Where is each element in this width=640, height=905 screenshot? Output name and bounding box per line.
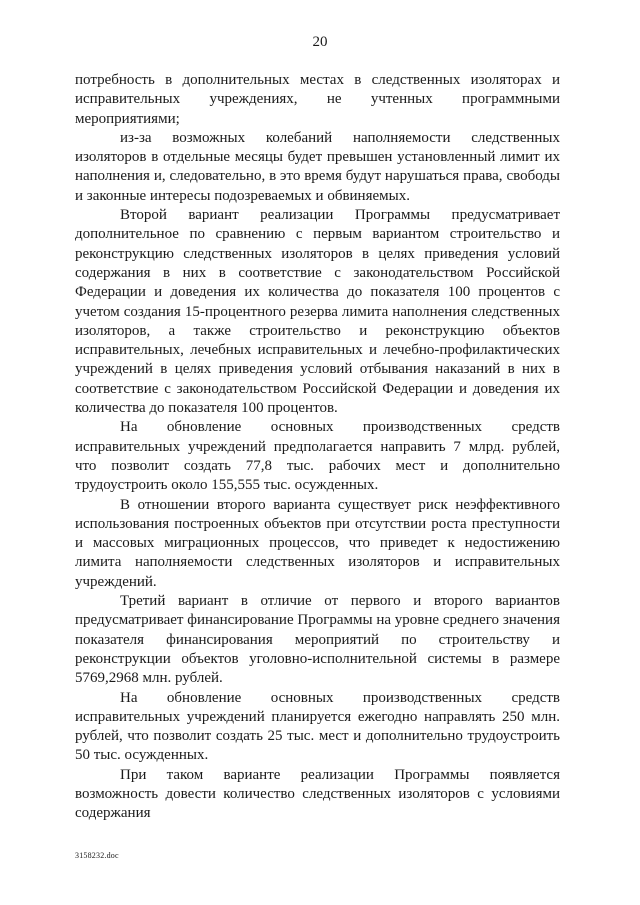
- paragraph-6: Третий вариант в отличие от первого и второго вариантов предусматривает финансирование Программы на уровне среднего значения показателя финансирования мероприятий по строительству и реконструкции объектов уголовно-исполнительной системы в размере 5769,2968 млн. рублей.: [75, 593, 560, 687]
- paragraph-2: из-за возможных колебаний наполняемости следственных изоляторов в отдельные месяцы будет превышен установленный лимит их наполнения и, следовательно, в это время будут нарушаться права, свободы и законные интересы подозреваемых и обвиняемых.: [75, 129, 560, 204]
- paragraph-4: На обновление основных производственных средств исправительных учреждений предполагается направить 7 млрд. рублей, что позволит создать 77,8 тыс. рабочих мест и дополнительно трудоустроить около 155,555 тыс. осужденных.: [75, 419, 560, 494]
- paragraph-8: При таком варианте реализации Программы появляется возможность довести количество следственных изоляторов с условиями содержания: [75, 766, 560, 822]
- paragraph-5: В отношении второго варианта существует риск неэффективного использования построенных объектов при отсутствии роста преступности и массовых миграционных процессов, что приведет к недостижению лимита наполняемости следственных изоляторов и исправительных учреждений.: [75, 496, 560, 590]
- paragraph-7: На обновление основных производственных средств исправительных учреждений планируется ежегодно направлять 250 млн. рублей, что позволит создать 25 тыс. мест и дополнительно трудоустроить 50 тыс. осужденных.: [75, 689, 560, 764]
- document-body: [75, 71, 560, 824]
- paragraph-3: Второй вариант реализации Программы предусматривает дополнительное по сравнению с первым вариантом строительство и реконструкцию следственных изоляторов в целях приведения условий содержания в них в соответствие с законодательством Российской Федерации и доведения их количества до показателя 100 процентов с учетом создания 15-процентного резерва лимита наполнения следственных изоляторов, а также строительство и реконструкцию объектов исправительных, лечебных исправительных и лечебно-профилактических учреждений в целях приведения условий отбывания наказаний в них в соответствие с законодательством Российской Федерации и доведения их количества до показателя 100 процентов.: [75, 207, 560, 417]
- document-file-code: 3158232.doc: [75, 851, 119, 860]
- paragraph-1: потребность в дополнительных местах в следственных изоляторах и исправительных учреждениях, не учтенных программными мероприятиями;: [75, 72, 560, 127]
- page-number: 20: [312, 34, 328, 50]
